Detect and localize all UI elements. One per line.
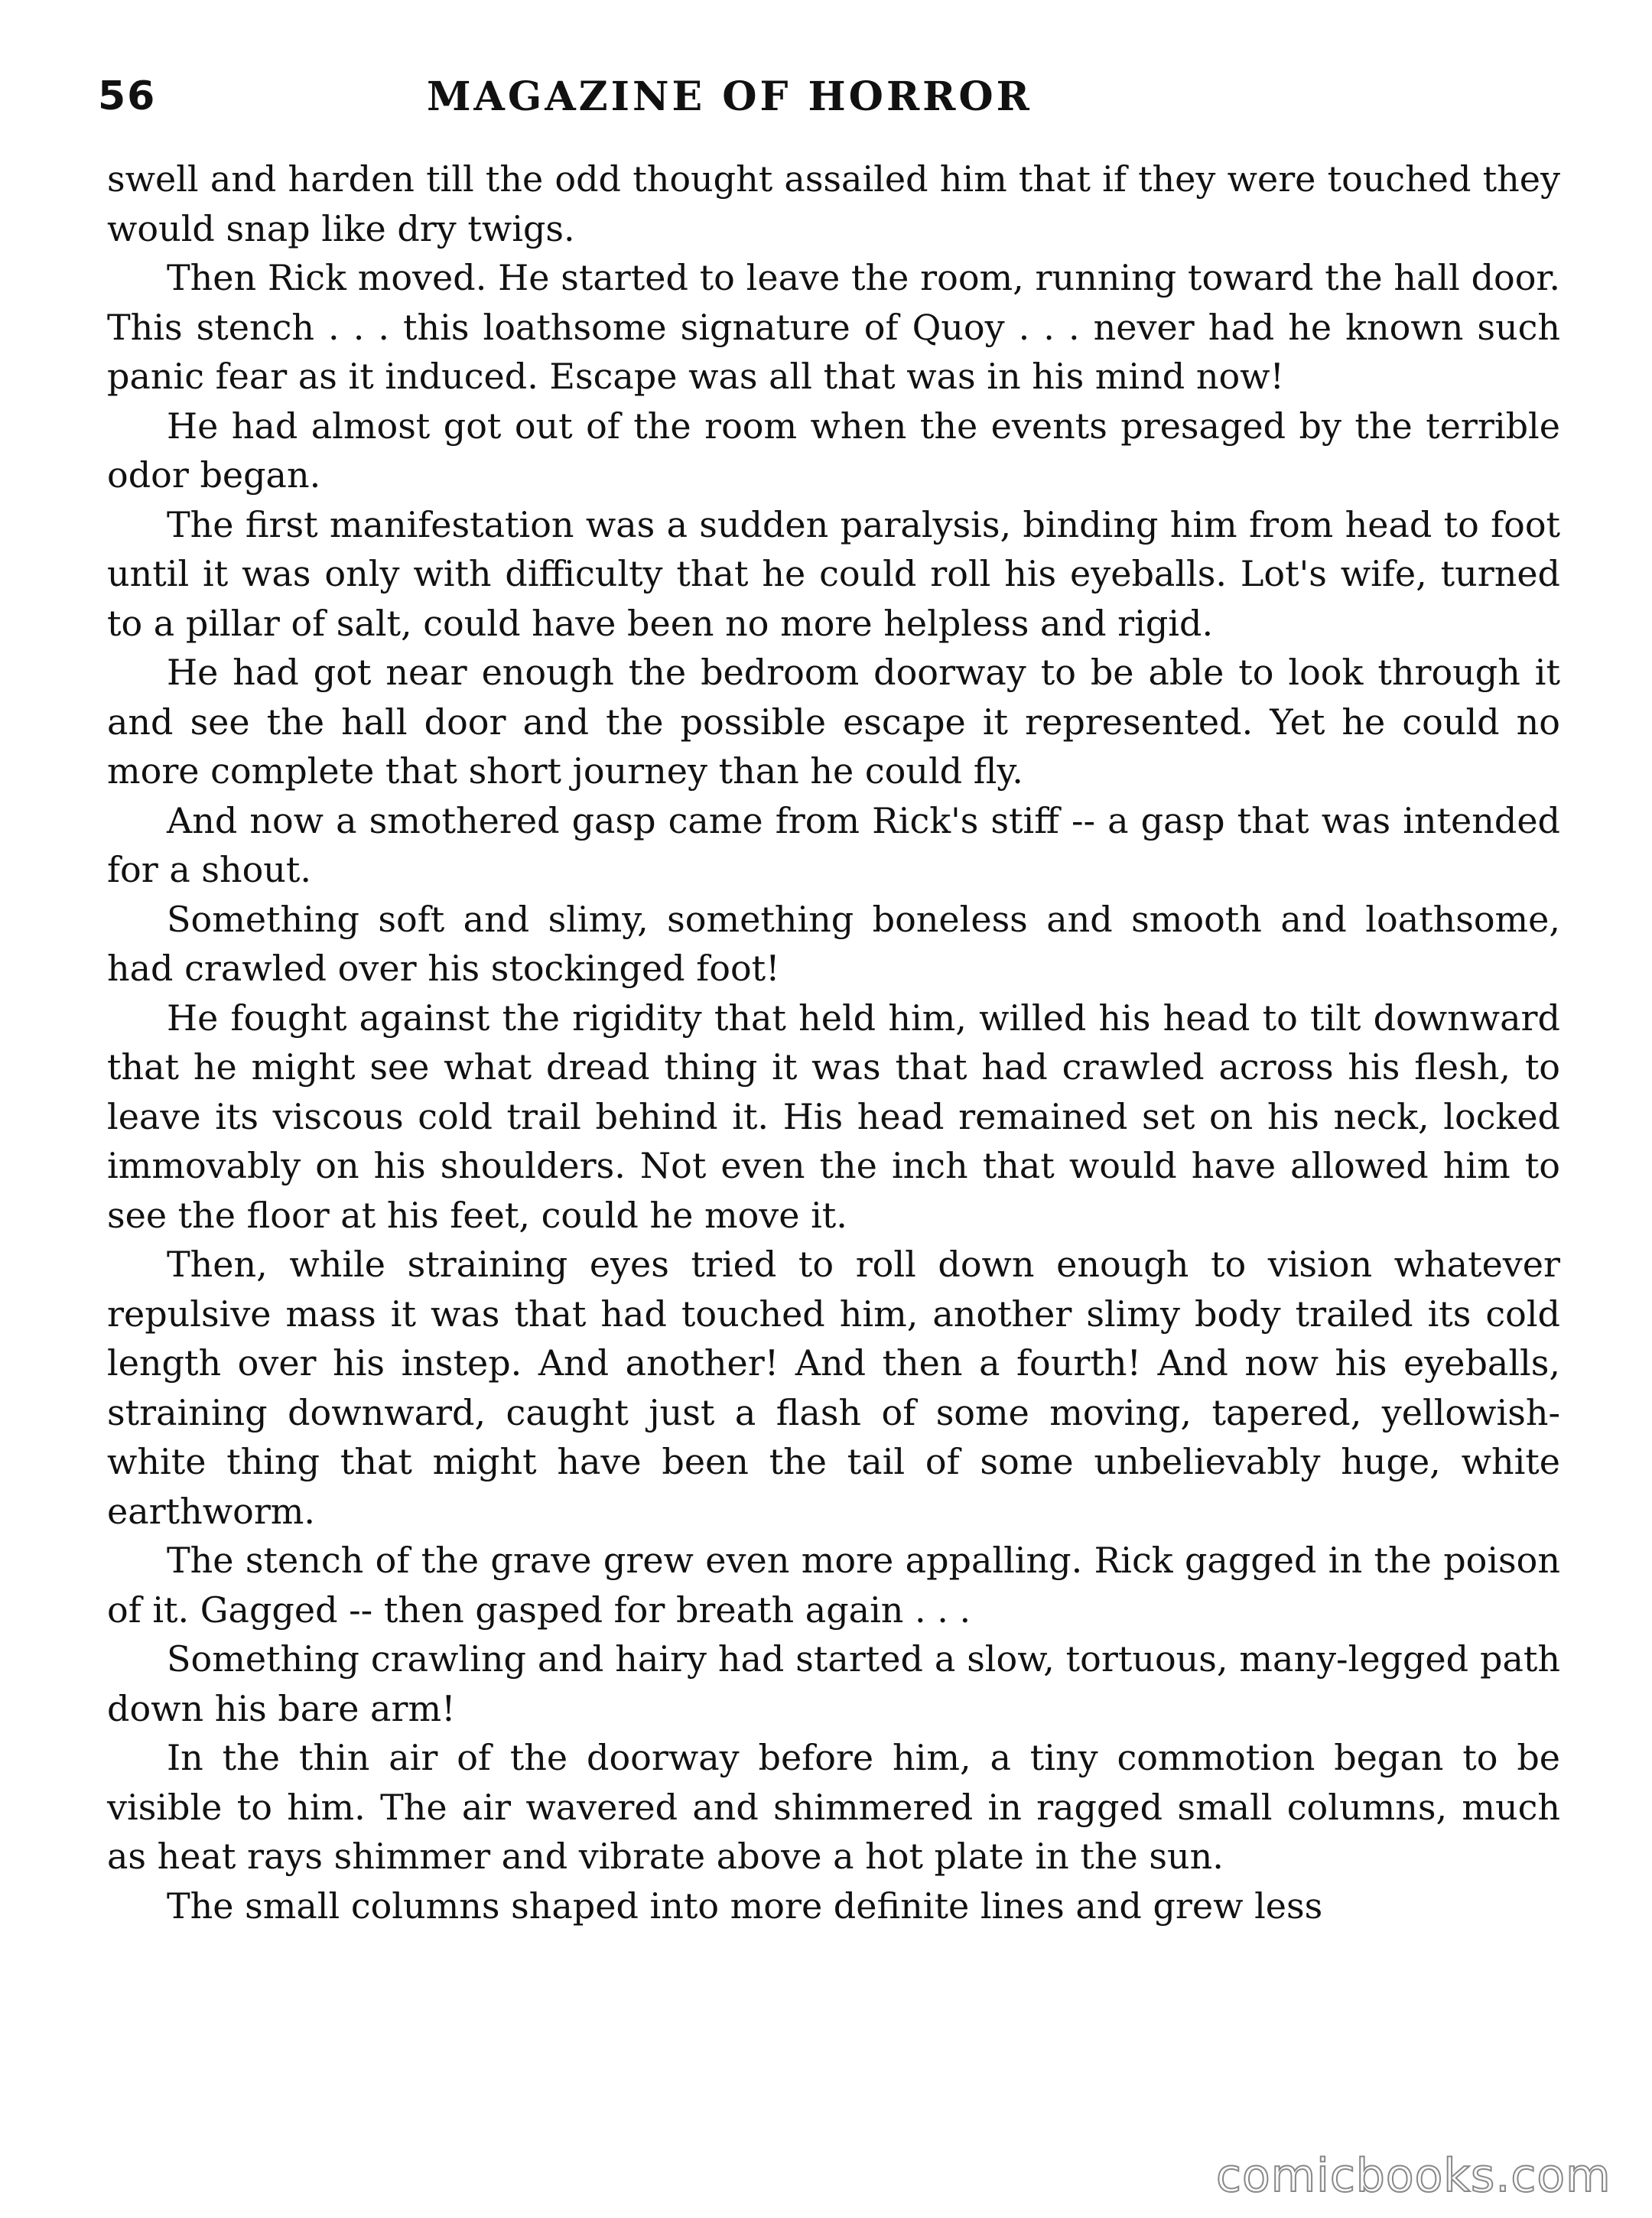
page-header bbox=[98, 73, 1566, 127]
running-title: MAGAZINE OF HORROR bbox=[427, 73, 1032, 120]
story-text bbox=[107, 154, 1560, 1930]
paragraph: The stench of the grave grew even more appalling. Rick gagged in the poison of it. Gagged -- then gasped for breath again . . . bbox=[107, 1540, 1560, 1631]
paragraph: swell and harden till the odd thought assailed him that if they were touched they would snap like dry twigs. bbox=[107, 158, 1560, 249]
paragraph: The first manifestation was a sudden paralysis, binding him from head to foot until it was only with difficulty that he could roll his eyeballs. Lot's wife, turned to a pillar of salt, could have been no more helpless and rigid. bbox=[107, 503, 1560, 644]
paragraph: Then Rick moved. He started to leave the room, running toward the hall door. This stench . . . this loathsome signature of Quoy . . . never had he known such panic fear as it induced. Escape was all that was in his mind now! bbox=[107, 257, 1560, 397]
paragraph: Then, while straining eyes tried to roll down enough to vision whatever repulsive mass it was that had touched him, another slimy body trailed its cold length over his instep. And another! And then a fourth! And now his eyeballs, straining downward, caught just a flash of some moving, tapered, yellowish-white thing that might have been the tail of some unbelievably huge, white earthworm. bbox=[107, 1244, 1560, 1532]
paragraph: And now a smothered gasp came from Rick's stiff -- a gasp that was intended for a shout. bbox=[107, 799, 1560, 890]
paragraph: The small columns shaped into more definite lines and grew less bbox=[167, 1885, 1323, 1927]
paragraph: In the thin air of the doorway before him, a tiny commotion began to be visible to him. The air wavered and shimmered in ragged small columns, much as heat rays shimmer and vibrate above a hot plate in the sun. bbox=[107, 1737, 1560, 1877]
paragraph: He fought against the rigidity that held him, willed his head to tilt downward that he might see what dread thing it was that had crawled across his flesh, to leave its viscous cold trail behind it. His head remained set on his neck, locked immovably on his shoulders. Not even the inch that would have allowed him to see the floor at his feet, could he move it. bbox=[107, 997, 1560, 1236]
page-number: 56 bbox=[98, 73, 157, 119]
paragraph: He had got near enough the bedroom doorway to be able to look through it and see the hall door and the possible escape it represented. Yet he could no more complete that short journey than he could fly. bbox=[107, 652, 1560, 792]
watermark: comicbooks.com bbox=[1216, 2149, 1611, 2203]
paragraph: Something crawling and hairy had started a slow, tortuous, many-legged path down his bare arm! bbox=[107, 1638, 1560, 1729]
paragraph: Something soft and slimy, something boneless and smooth and loathsome, had crawled over his stockinged foot! bbox=[107, 898, 1560, 989]
paragraph: He had almost got out of the room when the events presaged by the terrible odor began. bbox=[107, 405, 1560, 496]
